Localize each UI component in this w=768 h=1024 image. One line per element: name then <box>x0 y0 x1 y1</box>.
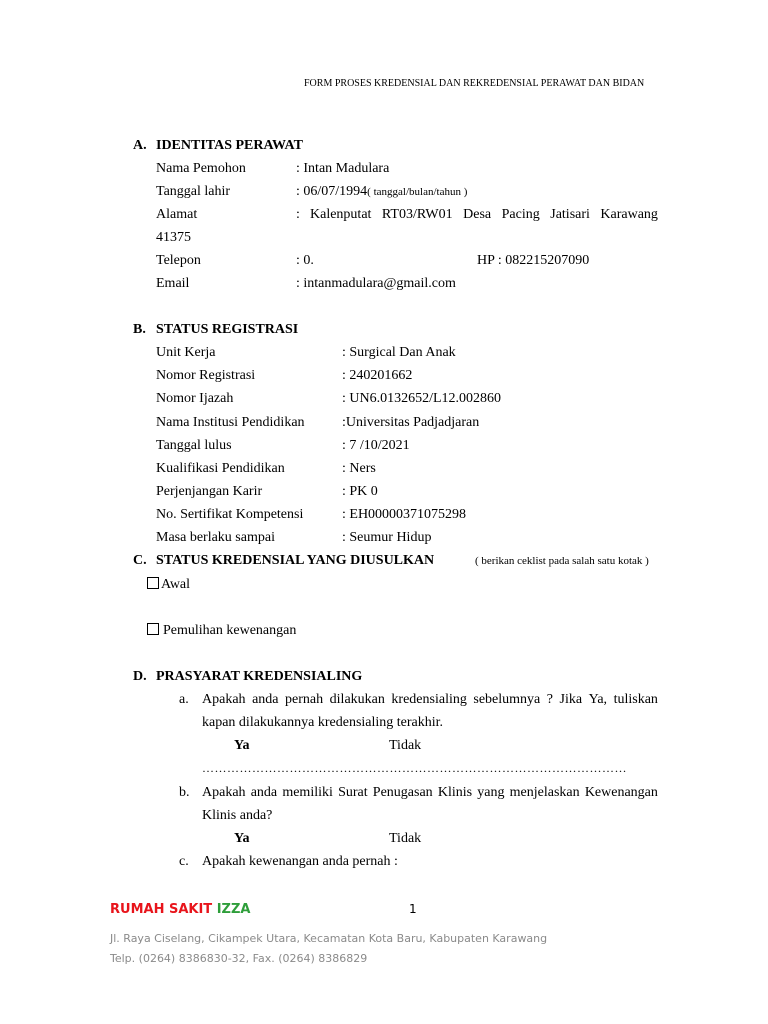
option-awal[interactable] <box>147 576 190 594</box>
question-a-no[interactable]: Tidak <box>389 738 422 753</box>
alamat-word: Karawang <box>600 207 658 222</box>
qa-word: dilakukan <box>329 692 385 707</box>
hp-value: HP : 082215207090 <box>477 253 590 268</box>
section-c-title: STATUS KREDENSIAL YANG DIUSULKAN <box>156 553 435 568</box>
hospital-name <box>110 902 250 917</box>
masa-berlaku-label: Masa berlaku sampai <box>156 530 275 545</box>
tanggal-lulus-label: Tanggal lulus <box>156 438 232 453</box>
question-b-line2: Klinis anda? <box>202 808 273 823</box>
footer-address: Jl. Raya Ciselang, Cikampek Utara, Kecamatan Kota Baru, Kabupaten Karawang <box>110 932 548 945</box>
qb-word: Klinis <box>437 785 473 800</box>
email-label: Email <box>156 276 190 291</box>
question-b-marker: b. <box>179 785 190 800</box>
question-a-line1 <box>202 691 658 709</box>
telepon-value: : 0. <box>296 253 314 268</box>
page-number: 1 <box>409 902 417 916</box>
qa-word: anda <box>252 692 279 707</box>
hospital-name-part1: RUMAH SAKIT <box>110 902 213 917</box>
qb-word: Kewenangan <box>584 785 658 800</box>
alamat-label: Alamat <box>156 207 198 222</box>
checkbox-icon[interactable] <box>147 623 159 635</box>
footer-phone: Telp. (0264) 8386830-32, Fax. (0264) 8386829 <box>110 952 368 965</box>
alamat-word: Kalenputat <box>310 207 372 222</box>
institusi-value: :Universitas Padjadjaran <box>342 415 480 430</box>
tanggal-lulus-value: : 7 /10/2021 <box>342 438 410 453</box>
section-d-letter: D. <box>133 669 147 684</box>
section-a-title: IDENTITAS PERAWAT <box>156 138 303 153</box>
perjenjangan-label: Perjenjangan Karir <box>156 484 263 499</box>
alamat-continuation: 41375 <box>156 230 191 245</box>
qa-word: tuliskan <box>613 692 658 707</box>
perjenjangan-value: : PK 0 <box>342 484 378 499</box>
question-a-marker: a. <box>179 692 189 707</box>
section-a-letter: A. <box>133 138 147 153</box>
section-c-letter: C. <box>133 553 147 568</box>
alamat-colon: : <box>296 207 300 222</box>
section-c-note: ( berikan ceklist pada salah satu kotak ) <box>475 555 649 567</box>
qb-word: menjelaskan <box>509 785 580 800</box>
kualifikasi-label: Kualifikasi Pendidikan <box>156 461 285 476</box>
question-a-yes[interactable]: Ya <box>234 738 250 753</box>
qb-word: Apakah <box>202 785 246 800</box>
alamat-value <box>310 206 658 224</box>
masa-berlaku-value: : Seumur Hidup <box>342 530 432 545</box>
lahir-value-group <box>296 183 467 201</box>
unit-kerja-label: Unit Kerja <box>156 345 216 360</box>
unit-kerja-value: : Surgical Dan Anak <box>342 345 456 360</box>
qb-word: memiliki <box>282 785 333 800</box>
alamat-word: Pacing <box>501 207 540 222</box>
question-a-line2: kapan dilakukannya kredensialing terakhir. <box>202 715 444 730</box>
alamat-word: RT03/RW01 <box>381 207 453 222</box>
question-b-no[interactable]: Tidak <box>389 831 422 846</box>
question-b-line1 <box>202 784 658 802</box>
question-b-yes[interactable]: Ya <box>234 831 250 846</box>
qa-word: kredensialing <box>391 692 467 707</box>
question-c-text: Apakah kewenangan anda pernah : <box>202 854 398 869</box>
alamat-word: Desa <box>463 207 492 222</box>
lahir-label: Tanggal lahir <box>156 184 231 199</box>
alamat-word: Jatisari <box>550 207 590 222</box>
sertifikat-value: : EH00000371075298 <box>342 507 467 522</box>
qa-word: pernah <box>285 692 324 707</box>
qb-word: Penugasan <box>372 785 433 800</box>
option-pemulihan[interactable] <box>147 622 296 640</box>
hospital-name-part2: IZZA <box>216 902 251 917</box>
lahir-note: ( tanggal/bulan/tahun ) <box>367 186 468 198</box>
checkbox-icon[interactable] <box>147 577 159 589</box>
option-pemulihan-label: Pemulihan kewenangan <box>163 623 297 638</box>
form-header-title: FORM PROSES KREDENSIAL DAN REKREDENSIAL PERAWAT DAN BIDAN <box>304 78 645 89</box>
qb-word: Surat <box>338 785 368 800</box>
qa-word: sebelumnya <box>473 692 541 707</box>
section-d-title: PRASYARAT KREDENSIALING <box>156 669 363 684</box>
qa-word: Ya, <box>588 692 608 707</box>
qb-word: yang <box>477 785 505 800</box>
sertifikat-label: No. Sertifikat Kompetensi <box>156 507 304 522</box>
email-value: : intanmadulara@gmail.com <box>296 276 456 291</box>
institusi-label: Nama Institusi Pendidikan <box>156 415 305 430</box>
section-b-title: STATUS REGISTRASI <box>156 322 299 337</box>
qb-word: anda <box>250 785 278 800</box>
qa-word: Apakah <box>202 692 246 707</box>
section-b-letter: B. <box>133 322 146 337</box>
nomor-registrasi-value: : 240201662 <box>342 368 413 383</box>
nomor-registrasi-label: Nomor Registrasi <box>156 368 256 383</box>
qa-word: ? <box>546 692 553 707</box>
nomor-ijazah-label: Nomor Ijazah <box>156 391 234 406</box>
nama-label: Nama Pemohon <box>156 161 246 176</box>
qa-word: Jika <box>559 692 583 707</box>
lahir-value: : 06/07/1994 <box>296 184 368 199</box>
option-awal-label: Awal <box>161 577 191 592</box>
question-c-marker: c. <box>179 854 189 869</box>
kualifikasi-value: : Ners <box>342 461 376 476</box>
nama-value: : Intan Madulara <box>296 161 390 176</box>
telepon-label: Telepon <box>156 253 201 268</box>
nomor-ijazah-value: : UN6.0132652/L12.002860 <box>342 391 502 406</box>
question-a-answer-line[interactable]: ………………………………………………………………………………………… <box>202 761 627 775</box>
